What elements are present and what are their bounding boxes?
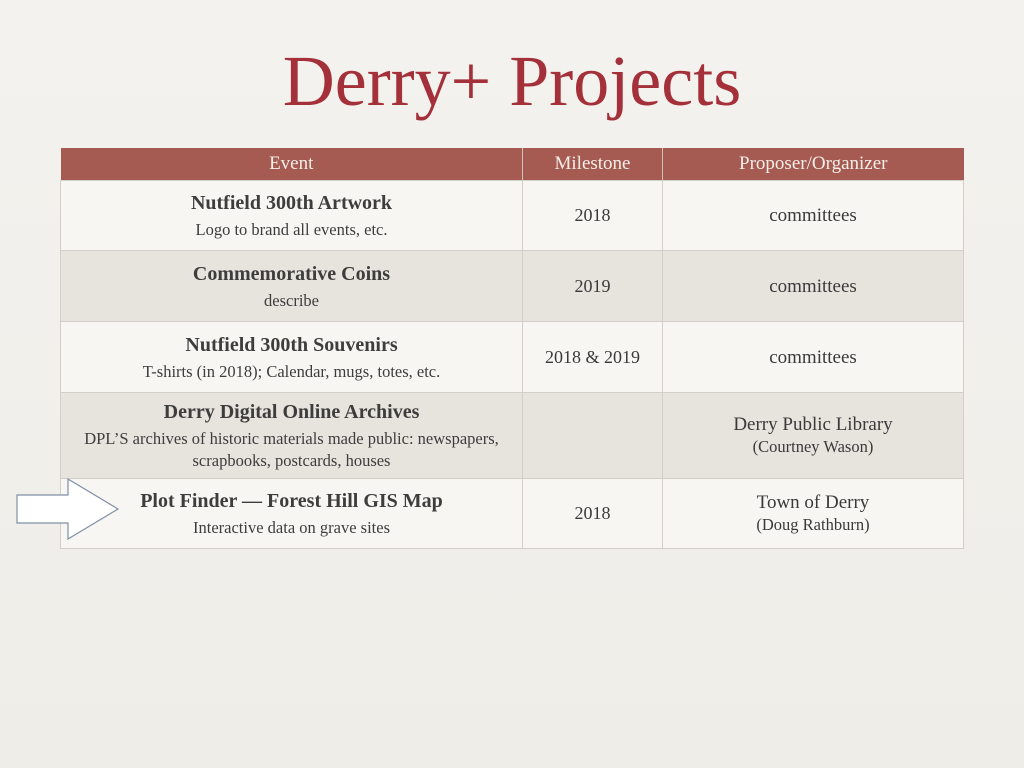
event-cell [61,181,523,251]
event-cell [61,479,523,549]
table-header-row [61,148,964,181]
event-cell [61,393,523,479]
event-description: describe [264,290,319,310]
milestone-cell: 2018 [523,479,663,549]
organizer-cell [663,181,964,251]
organizer-contact: (Courtney Wason) [752,437,874,456]
organizer-name: committees [769,346,857,368]
header-milestone: Milestone [523,148,663,181]
organizer-name: Town of Derry [756,492,870,513]
organizer-cell [663,251,964,322]
event-title: Plot Finder — Forest Hill GIS Map [140,490,443,512]
event-title: Derry Digital Online Archives [163,401,420,423]
event-title: Nutfield 300th Artwork [190,192,393,214]
header-event: Event [61,148,523,181]
milestone-cell: 2018 [523,181,663,251]
event-title: Commemorative Coins [192,262,391,285]
event-cell [61,251,523,322]
event-cell [61,322,523,393]
table-row [61,479,964,549]
event-title: Nutfield 300th Souvenirs [185,333,398,356]
projects-table [60,148,964,549]
event-description: Interactive data on grave sites [193,518,390,537]
organizer-name: committees [769,205,857,226]
table-row [61,181,964,251]
header-organizer: Proposer/Organizer [663,148,964,181]
milestone-cell [523,393,663,479]
slide-title: Derry+ Projects [282,41,742,121]
organizer-name: committees [769,275,857,297]
right-arrow-icon [16,478,120,540]
organizer-contact: (Doug Rathburn) [756,515,870,534]
event-description: T-shirts (in 2018); Calendar, mugs, totes, etc. [142,361,441,381]
event-description: DPL’S archives of historic materials made public: newspapers, scrapbooks, postcards, houses [84,429,499,470]
table-row [61,393,964,479]
organizer-name: Derry Public Library [733,414,893,435]
milestone-cell: 2018 & 2019 [523,322,663,393]
organizer-cell [663,322,964,393]
event-description: Logo to brand all events, etc. [195,220,388,239]
organizer-cell [663,479,964,549]
table-row [61,251,964,322]
organizer-cell [663,393,964,479]
table-row [61,322,964,393]
milestone-cell: 2019 [523,251,663,322]
